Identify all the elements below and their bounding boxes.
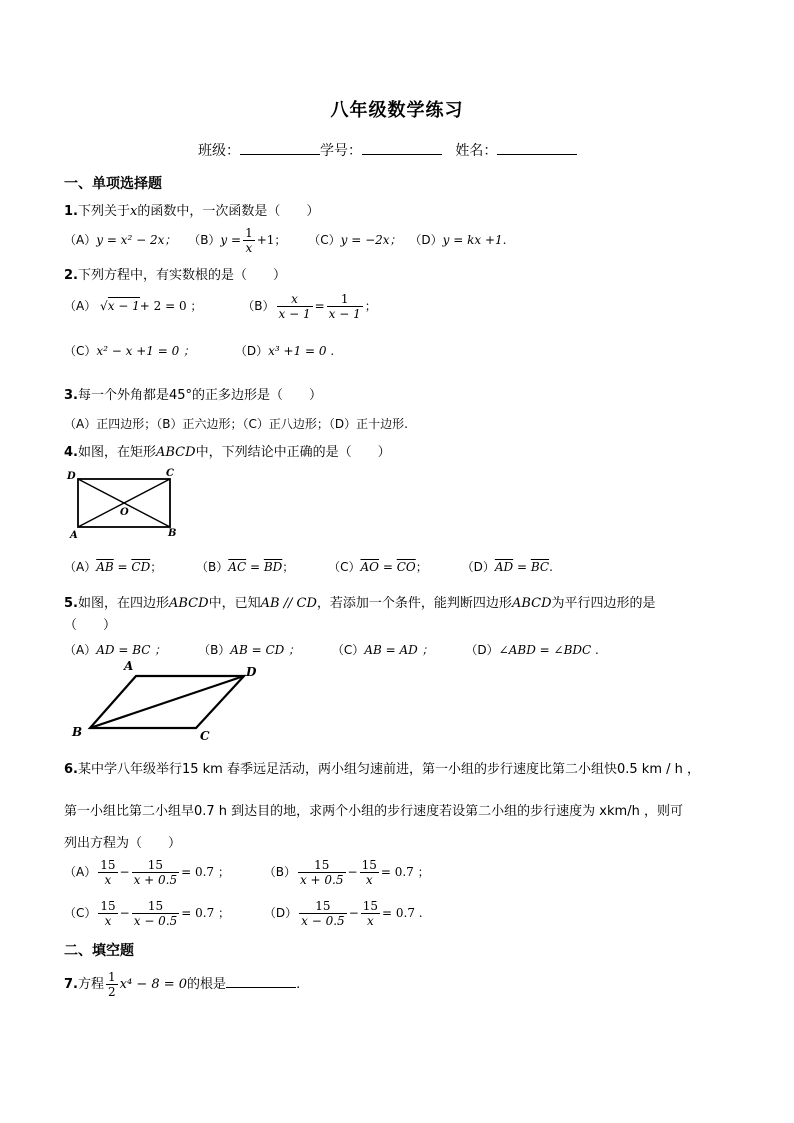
option-d[interactable]: （D）∠ABD = ∠BDC . — [465, 643, 599, 657]
label-D: D — [67, 471, 76, 482]
label-O: O — [120, 507, 129, 518]
label-A: A — [70, 530, 78, 541]
question-3-options[interactable]: （A）正四边形；（B）正六边形；（C）正八边形；（D）正十边形. — [64, 417, 408, 431]
question-4-stem: 4.如图，在矩形ABCD中，下列结论中正确的是（ ） — [64, 445, 391, 460]
question-6-options-row1 — [64, 858, 430, 887]
question-6-line-2: 第一小组比第二小组早0.7 h 到达目的地，求两个小组的步行速度若设第二小组的步行速度为 xkm/h ，则可 — [64, 804, 683, 819]
question-4-options — [64, 558, 553, 575]
student-info-line — [198, 140, 577, 160]
question-2-options-row2 — [64, 342, 334, 359]
class-blank[interactable] — [240, 140, 320, 155]
parallelogram-figure — [64, 658, 264, 744]
section-heading-choice: 一、单项选择题 — [64, 176, 162, 192]
label-C: C — [200, 729, 210, 743]
answer-blank[interactable] — [226, 975, 296, 988]
label-D: D — [246, 665, 257, 679]
section-heading-fill-blank: 二、填空题 — [64, 943, 134, 959]
question-5-options — [64, 641, 599, 658]
question-6-line-1: 6.某中学八年级举行15 km 春季远足活动，两小组匀速前进，第一小组的步行速度比第二小组快0.5 km / h ， — [64, 762, 700, 777]
label-A: A — [124, 659, 134, 673]
id-blank[interactable] — [362, 140, 442, 155]
rectangle-figure — [64, 465, 180, 541]
name-label: 姓名： — [455, 143, 498, 159]
option-a[interactable]: （A）y = x² − 2x； — [64, 233, 177, 247]
option-b[interactable]: （B）AB = CD ； — [198, 643, 301, 657]
option-c[interactable]: （C）AB = AD ； — [331, 643, 434, 657]
option-d[interactable]: （D） $\frac{15}{x - 0.5}$ − $\frac{15}{x}$ = 0.7 . — [263, 899, 423, 928]
option-a[interactable]: （A）AD = BC ； — [64, 643, 167, 657]
page-title: 八年级数学练习 — [330, 100, 464, 121]
name-blank[interactable] — [497, 140, 577, 155]
question-6-options-row2 — [64, 899, 423, 928]
id-label: 学号： — [320, 143, 362, 159]
class-label: 班级： — [198, 143, 240, 159]
option-d[interactable]: （D）y = kx +1. — [409, 233, 507, 247]
label-B: B — [72, 725, 83, 739]
question-2-stem: 2.下列方程中，有实数根的是（ ） — [64, 268, 286, 283]
question-1-options — [64, 226, 506, 255]
option-c[interactable]: （C）x² − x +1 = 0 ； — [64, 344, 196, 358]
option-b[interactable]: $(B)\overline{AC} = \overline{BD}$； — [196, 560, 295, 574]
question-2-options-row1 — [64, 292, 377, 321]
question-5-stem: 5.如图，在四边形ABCD中，已知AB // CD，若添加一个条件，能判断四边形ABCD为平行四边形的是 — [64, 596, 656, 611]
option-c[interactable]: （C）y = −2x； — [308, 233, 402, 247]
option-c[interactable]: （C） $\frac{15}{x}$ − $\frac{15}{x - 0.5}$ = 0.7 ； — [64, 899, 231, 928]
option-a[interactable]: （A） √x − 1+ 2 = 0 ； — [64, 299, 203, 313]
option-c[interactable]: $(C)\overline{AO} = \overline{CO}$； — [328, 560, 428, 574]
label-B: B — [168, 528, 177, 539]
option-d[interactable]: $(D)\overline{AD} = \overline{BC}$. — [461, 560, 553, 574]
option-b[interactable]: （B） $\frac{15}{x + 0.5}$ − $\frac{15}{x}$ = 0.7 ； — [263, 858, 430, 887]
question-5-paren: （ ） — [64, 618, 117, 633]
option-a[interactable]: （A） $\frac{15}{x}$ − $\frac{15}{x + 0.5}$ = 0.7 ； — [64, 858, 230, 887]
option-b[interactable]: （B）y = $\frac{1}{x}$ +1； — [188, 226, 287, 255]
option-d[interactable]: （D）x³ +1 = 0 . — [234, 344, 335, 358]
option-a[interactable]: $(A)\overline{AB} = \overline{CD}$； — [64, 560, 163, 574]
label-C: C — [166, 468, 174, 479]
question-6-line-3: 列出方程为（ ） — [64, 836, 182, 851]
question-7-stem: 7.方程 $\frac{1}{2}$ x⁴ − 8 = 0的根是 . — [64, 970, 301, 999]
question-3-stem: 3.每一个外角都是45°的正多边形是（ ） — [64, 388, 323, 403]
option-b[interactable]: （B） $\frac{x}{x - 1}$ = $\frac{1}{x - 1}$ ； — [242, 292, 377, 321]
question-1-stem: 1.下列关于x的函数中，一次函数是（ ） — [64, 204, 320, 219]
